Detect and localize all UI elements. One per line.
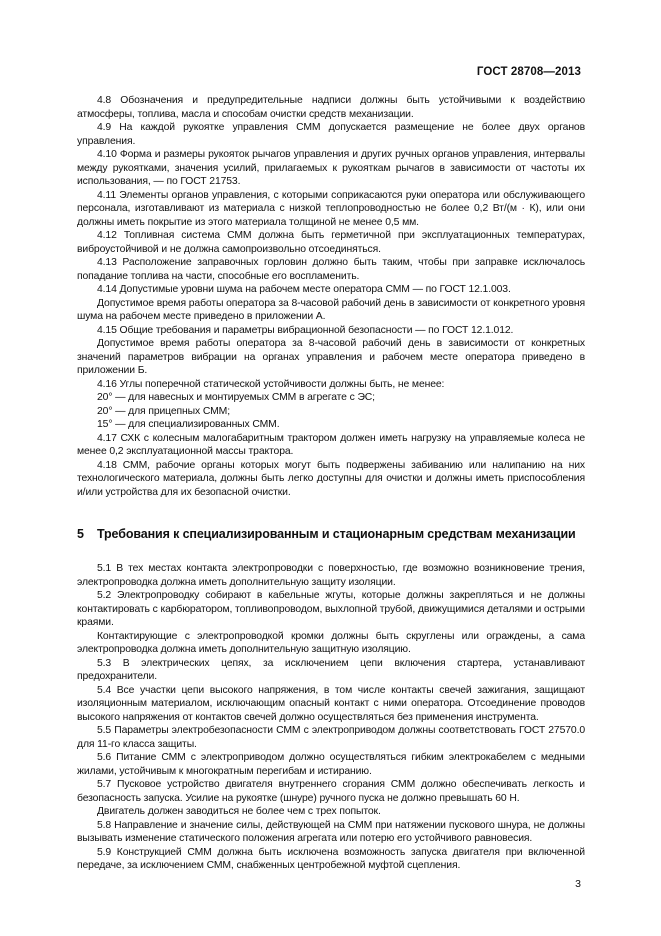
paragraph-5-2-edges: Контактирующие с электропроводкой кромки должны быть скруглены или ограждены, а сама электропроводка должна иметь дополнительную защитную изоляцию.	[77, 630, 585, 655]
paragraph-4-8: 4.8 Обозначения и предупредительные надписи должны быть устойчивыми к воздействию атмосферы, топлива, масла и способам очистки средств механизации.	[77, 95, 585, 120]
paragraph-4-15-vibration-time: Допустимое время работы оператора за 8-часовой рабочий день в зависимости от конкретных значений параметров вибрации на органах управления и рабочем месте оператора приведено в приложении Б.	[77, 338, 585, 376]
paragraph-5-6: 5.6 Питание СММ с электроприводом должно осуществляться гибким электрокабелем с медными жилами, устойчивым к многократным перегибам и истиранию.	[77, 752, 585, 777]
paragraph-4-14-noise-time: Допустимое время работы оператора за 8-часовой рабочий день в зависимости от конкретного уровня шума на рабочем месте приведено в приложении А.	[77, 297, 585, 322]
document-code-header: ГОСТ 28708—2013	[476, 66, 581, 78]
paragraph-5-4: 5.4 Все участки цепи высокого напряжения, в том числе контакты свечей зажигания, защищают изоляционным материалом, исключающим опасный контакт с ними оператора. Отсоединение проводов высокого напряжения от контактов свечей должно осуществляться без применения инструмента.	[77, 684, 585, 723]
page-number: 3	[575, 878, 581, 890]
paragraph-4-12: 4.12 Топливная система СММ должна быть герметичной при эксплуатационных температурах, виброустойчивой и не должна самопроизвольно отсоединяться.	[77, 230, 585, 255]
document-body	[77, 94, 585, 873]
paragraph-4-13: 4.13 Расположение заправочных горловин должно быть таким, чтобы при заправке исключалось попадание топлива на части, способные его воспламенить.	[77, 257, 585, 282]
paragraph-5-3: 5.3 В электрических цепях, за исключением цепи включения стартера, устанавливают предохранители.	[77, 657, 585, 682]
paragraph-4-11: 4.11 Элементы органов управления, с которыми соприкасаются руки оператора или обслуживающего персонала, изготавливают из материала с низкой теплопроводностью не более 0,2 Вт/(м · К), или они должны иметь покрытие из этого материала толщиной не менее 0,5 мм.	[77, 189, 585, 228]
paragraph-4-17: 4.17 СХК с колесным малогабаритным трактором должен иметь нагрузку на управляемые колеса не менее 0,2 эксплуатационной массы трактора.	[77, 432, 585, 457]
section-number: 5	[77, 527, 84, 541]
stability-angle-item: 20° — для прицепных СММ;	[97, 405, 230, 417]
paragraph-5-1: 5.1 В тех местах контакта электропроводки с поверхностью, где возможно возникновение трения, электропроводка должна иметь дополнительную защиту изоляции.	[77, 563, 585, 588]
paragraph-4-14: 4.14 Допустимые уровни шума на рабочем месте оператора СММ — по ГОСТ 12.1.003.	[97, 284, 511, 295]
paragraph-5-8: 5.8 Направление и значение силы, действующей на СММ при натяжении пускового шнура, не должны вызывать изменение статического положения агрегата или потерю его устойчивого равновесия.	[77, 819, 585, 844]
stability-angle-item: 15° — для специализированных СММ.	[97, 419, 280, 430]
paragraph-4-18: 4.18 СММ, рабочие органы которых могут быть подвержены забиванию или налипанию на них технологического материала, должны быть легко доступны для очистки и должны иметь приспособления и/или устройства для их безопасной очистки.	[77, 459, 585, 498]
paragraph-5-7: 5.7 Пусковое устройство двигателя внутреннего сгорания СММ должно обеспечивать легкость и безопасность запуска. Усилие на рукоятке (шнуре) ручного пуска не должно превышать 60 Н.	[77, 779, 585, 804]
paragraph-4-9: 4.9 На каждой рукоятке управления СММ допускается размещение не более двух органов управления.	[77, 122, 585, 147]
paragraph-4-16: 4.16 Углы поперечной статической устойчивости должны быть, не менее:	[97, 378, 445, 390]
paragraph-5-5: 5.5 Параметры электробезопасности СММ с электроприводом должны соответствовать ГОСТ 27570.0 для 11-го класса защиты.	[77, 725, 585, 750]
paragraph-4-10: 4.10 Форма и размеры рукояток рычагов управления и других ручных органов управления, интервалы между рукоятками, значения усилий, прилагаемых к рукояткам рычагов в зависимости от частоты их использования, — по ГОСТ 21753.	[77, 149, 585, 187]
paragraph-5-2: 5.2 Электропроводку собирают в кабельные жгуты, которые должны закрепляться и не должны контактировать с карбюратором, топливопроводом, выхлопной трубой, движущимися деталями и острыми краями.	[77, 590, 585, 628]
stability-angle-item: 20° — для навесных и монтируемых СММ в агрегате с ЭС;	[97, 392, 375, 403]
section-title: Требования к специализированным и стационарным средствам механизации	[97, 527, 576, 541]
paragraph-5-9: 5.9 Конструкцией СММ должна быть исключена возможность запуска двигателя при включенной передаче, за исключением СММ, снабженных центробежной муфтой сцепления.	[77, 846, 585, 871]
paragraph-5-7-attempts: Двигатель должен заводиться не более чем с трех попыток.	[97, 806, 381, 817]
paragraph-4-15: 4.15 Общие требования и параметры вибрационной безопасности — по ГОСТ 12.1.012.	[97, 324, 514, 336]
section-5-heading	[77, 527, 585, 542]
